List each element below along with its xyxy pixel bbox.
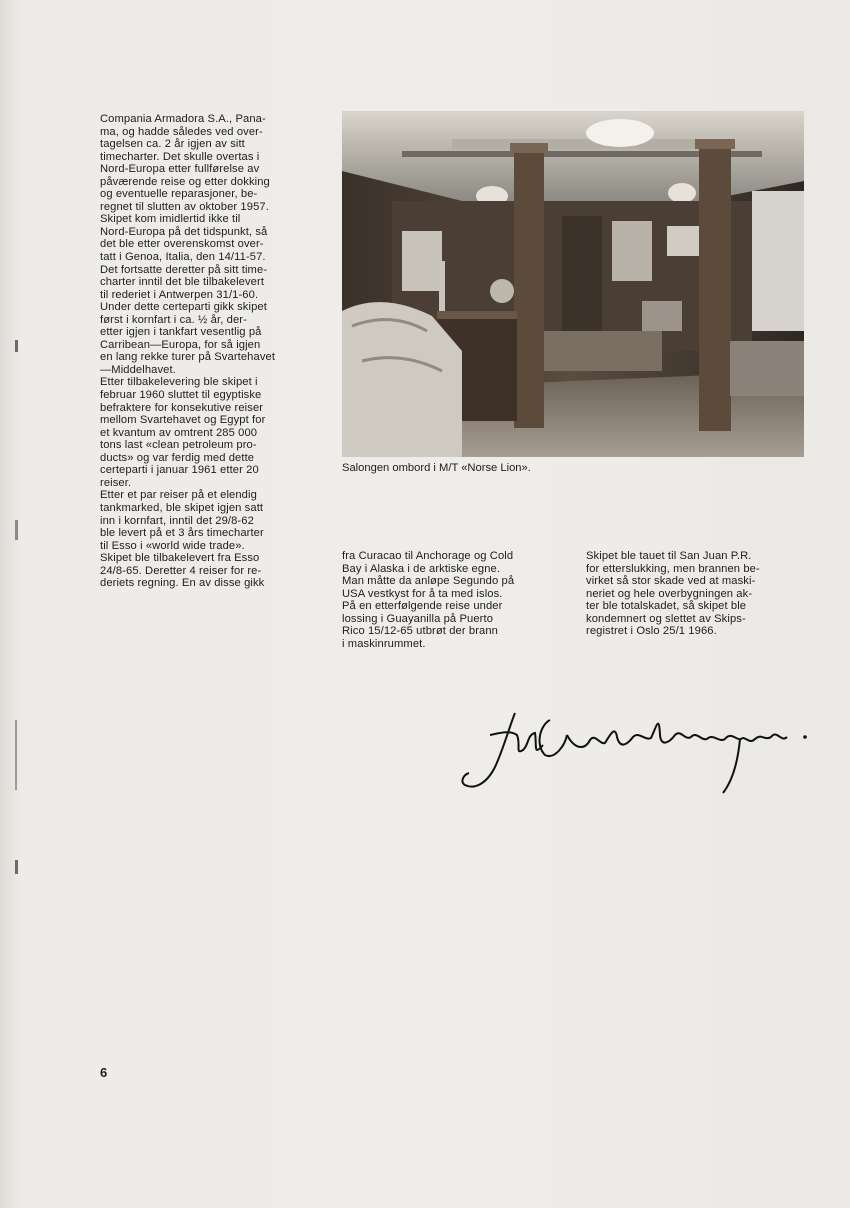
salon-photo bbox=[342, 111, 804, 457]
photo-caption: Salongen ombord i M/T «Norse Lion». bbox=[342, 462, 531, 474]
scan-edge-mark bbox=[15, 340, 18, 352]
text-column-middle: fra Curacao til Anchorage og Cold Bay i Alaska i de arktiske egne. Man måtte da anløpe Segundo på USA vestkyst for å ta med islos. På en etterfølgende reise under lossing i Guayanilla på Puerto Rico 15/12-65 utbrøt der brann i maskinrummet. bbox=[342, 550, 515, 650]
handwritten-signature bbox=[455, 705, 835, 800]
page-number: 6 bbox=[100, 1065, 108, 1080]
salon-interior-image bbox=[342, 111, 804, 457]
text-column-right: Skipet ble tauet til San Juan P.R. for etterslukking, men brannen be- virket så stor skade ved at maski- neriet og hele overbygningen ak- ter ble totalskadet, så skipet ble kondemnert og slettet av Skips- registret i Oslo 25/1 1966. bbox=[586, 550, 760, 638]
scan-edge-mark bbox=[15, 860, 18, 874]
text-column-left: Compania Armadora S.A., Pana- ma, og hadde således ved over- tagelsen ca. 2 år igjen av sitt timecharter. Det skulle overtas i Nord-Europa etter fullførelse av påværende reise og etter dokking og eventuelle reparasjoner, be- regnet til slutten av oktober 1957. Skipet kom imidlertid ikke til Nord-Europa på det tidspunkt, så det ble etter overenskomst over- tatt i Genoa, Italia, den 14/11-57. Det fortsatte deretter på sitt time- charter inntil det ble tilbakelevert til rederiet i Antwerpen 31/1-60. Under dette certeparti gikk skipet først i kornfart i ca. ½ år, der- etter igjen i tankfart vesentlig på Carribean—Europa, for så igjen en lang rekke turer på Svartehavet —Middelhavet. Etter tilbakelevering ble skipet i februar 1960 sluttet til egyptiske befraktere for konsekutive reiser mellom Svartehavet og Egypt for et kvantum av omtrent 285 000 tons last «clean petroleum pro- ducts» og var ferdig med dette certeparti i januar 1961 etter 20 reiser. Etter et par reiser på et elendig tankmarked, ble skipet igjen satt inn i kornfart, inntil det 29/8-62 ble levert på et 3 års timecharter til Esso i «world wide trade». Skipet ble tilbakelevert fra Esso 24/8-65. Deretter 4 reiser for re- deriets regning. En av disse gikk bbox=[100, 113, 276, 590]
scan-edge-mark bbox=[15, 520, 18, 540]
scan-edge-mark bbox=[15, 720, 17, 790]
